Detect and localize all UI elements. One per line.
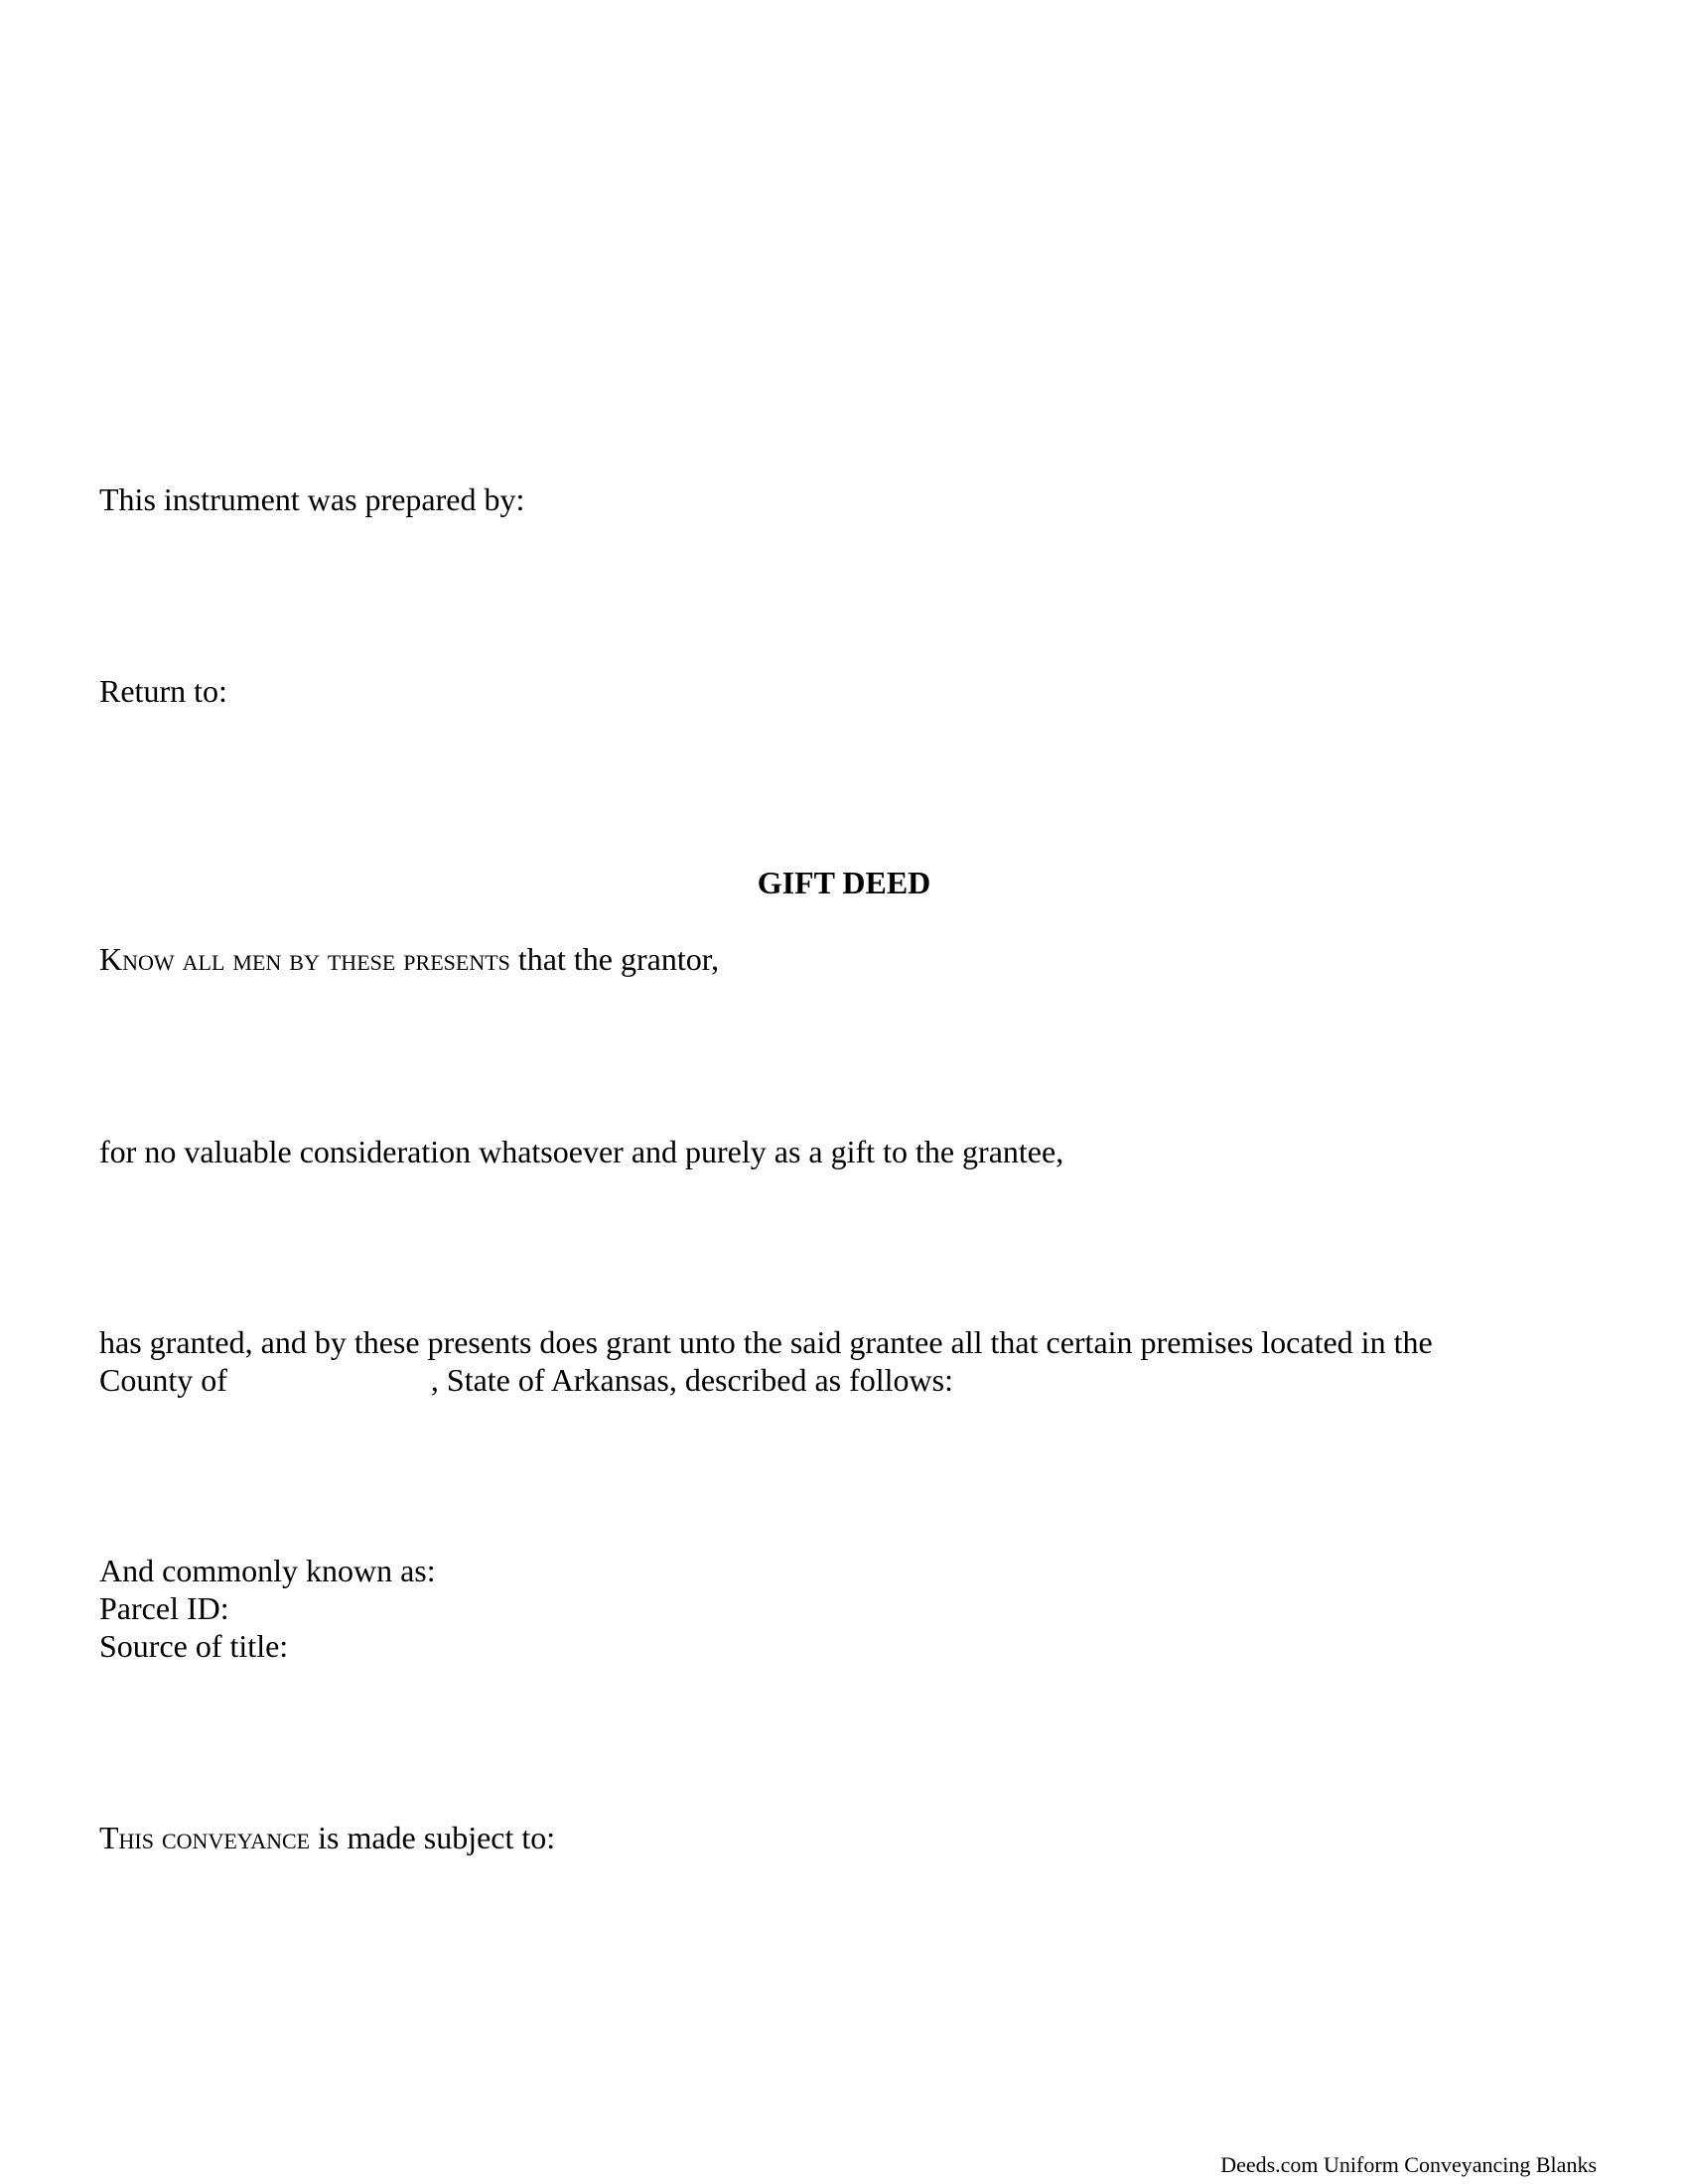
return-to-label: Return to:	[99, 673, 227, 709]
parcel-id-label: Parcel ID:	[99, 1590, 229, 1626]
conveyance-lead: This conveyance	[99, 1820, 311, 1855]
prepared-by-label: This instrument was prepared by:	[99, 481, 525, 517]
document-title: GIFT DEED	[757, 865, 931, 900]
county-suffix: , State of Arkansas, described as follows:	[430, 1362, 953, 1398]
conveyance-clause	[99, 1819, 555, 1856]
grant-clause-line1: has granted, and by these presents does grant unto the said grantee all that certain premises located in the	[99, 1324, 1433, 1360]
grantor-clause-text: that the grantor,	[509, 941, 720, 977]
county-prefix: County of	[99, 1362, 227, 1398]
grant-clause-line2	[99, 1361, 953, 1399]
commonly-known-label: And commonly known as:	[99, 1553, 436, 1588]
grantor-clause	[99, 940, 719, 978]
source-of-title-label: Source of title:	[99, 1628, 289, 1664]
grantor-clause-lead: Know all men by these presents	[99, 941, 510, 977]
footer-text: Deeds.com Uniform Conveyancing Blanks	[1220, 2152, 1597, 2177]
consideration-clause: for no valuable consideration whatsoever and purely as a gift to the grantee,	[99, 1134, 1064, 1169]
conveyance-text: is made subject to:	[310, 1820, 556, 1855]
